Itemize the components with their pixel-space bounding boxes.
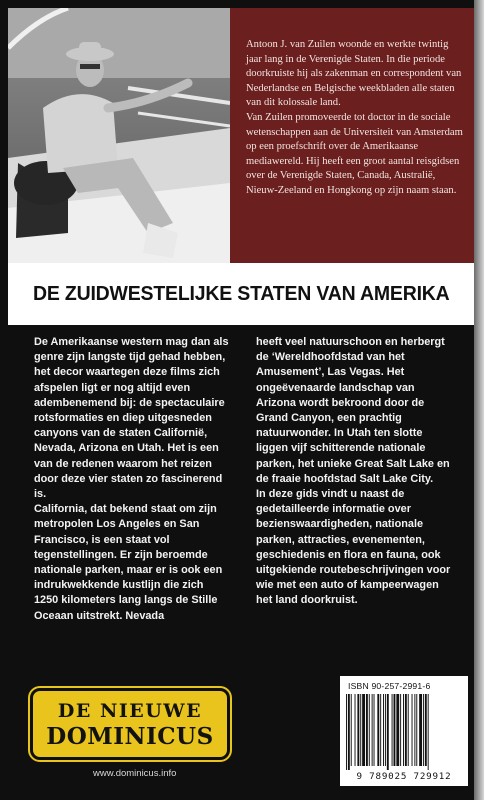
barcode-bar xyxy=(423,694,424,766)
publisher-logo xyxy=(30,688,230,760)
barcode-bar xyxy=(396,694,399,766)
barcode-bar xyxy=(348,694,350,770)
barcode-bar xyxy=(362,694,365,766)
barcode-bar xyxy=(380,694,381,766)
page-edge xyxy=(474,0,484,800)
barcode-bar xyxy=(385,694,386,766)
barcode-bar xyxy=(394,694,396,766)
isbn-number: ISBN 90-257-2991-6 xyxy=(348,681,431,691)
title-bar xyxy=(8,263,474,325)
barcode-digits: 9 789025 729912 xyxy=(356,771,452,782)
barcode-bar xyxy=(369,694,370,766)
barcode-bar xyxy=(392,694,393,766)
description-column-left xyxy=(34,335,230,624)
publisher-website: www.dominicus.info xyxy=(93,768,177,779)
author-bio-panel xyxy=(230,8,474,263)
author-photo xyxy=(8,8,230,263)
barcode-bar xyxy=(355,694,356,766)
description-column-right xyxy=(256,335,452,609)
barcode-bar xyxy=(403,694,404,766)
barcode-bar xyxy=(414,694,415,766)
barcode-area xyxy=(340,676,468,786)
publisher-logo-line2: DOMINICUS xyxy=(46,723,214,750)
barcode-bar xyxy=(387,694,389,770)
barcode-bar xyxy=(346,694,347,770)
publisher-logo-line1: DE NIEUWE xyxy=(57,700,203,722)
barcode-bar xyxy=(405,694,407,766)
barcode-bar xyxy=(412,694,413,766)
description-text-left: De Amerikaanse western mag dan als genre zijn langste tijd gehad hebben, het decor waartegen deze films zich afspelen ligt er nog altijd even adembenemend bij: de spectaculaire rotsformaties en diep uitgesneden canyons van de staten Californië, Nevada, Arizona en Utah. Het is een van de redenen waarom het reizen door deze vier staten zo fascinerend is. California, dat bekend staat om zijn metropolen Los Angeles en San Francisco, is een staat vol tegenstellingen. Er zijn beroemde nationale parken, maar er is ook een indrukwekkende kustlijn die zich 1250 kilometers lang langs de Stille Oceaan uitstrekt. Nevada xyxy=(34,336,229,622)
barcode-bar xyxy=(372,694,373,766)
author-bio-text: Antoon J. van Zuilen woonde en werkte twintig jaar lang in de Verenigde Staten. In die periode doorkruiste hij als zakenman en correspondent van Nederlandse en Belgische weekbladen alle staten van dit kolossale land. Van Zuilen promoveerde tot doctor in de sociale wetenschappen aan de Universiteit van Amsterdam op een proefschrift over de Amerikaanse mediawereld. Hij heeft een groot aantal reisgidsen over de Verenigde Staten, Canada, Australië, Nieuw-Zeeland en Hongkong op zijn naam staan. xyxy=(246,39,463,196)
description-text-right: heeft veel natuurschoon en herbergt de ‘Wereldhoofdstad van het Amusement’, Las Vegas. Het ongeëvenaarde landschap van Arizona wordt bekroond door de Grand Canyon, een prachtig natuurwonder. In Utah ten slotte liggen vijf schitterende nationale parken, het unieke Great Salt Lake en de fraaie hoofdstad Salt Lake City. In deze gids vindt u naast de gedetailleerde informatie over bezienswaardigheden, nationale parken, attracties, evenementen, geschiedenis en flora en fauna, ook uitgekiende routebeschrijvingen voor wie met een auto of kampeerwagen het land doorkruist. xyxy=(256,336,451,607)
barcode-bar xyxy=(416,694,417,766)
barcode-bar xyxy=(351,694,352,766)
barcode-bar xyxy=(419,694,422,766)
barcode-bar xyxy=(408,694,409,766)
barcode-bar xyxy=(366,694,368,766)
barcode-bar xyxy=(377,694,379,766)
barcode-bars xyxy=(346,694,462,770)
barcode-bar xyxy=(428,694,429,770)
barcode-bar xyxy=(383,694,384,766)
barcode-bar xyxy=(425,694,427,766)
book-title: DE ZUIDWESTELIJKE STATEN VAN AMERIKA xyxy=(32,282,450,305)
barcode-bar xyxy=(374,694,375,766)
barcode-bar xyxy=(400,694,401,766)
barcode-bar xyxy=(360,694,361,766)
barcode-bar xyxy=(357,694,359,766)
author-photo-drawing xyxy=(8,8,230,263)
